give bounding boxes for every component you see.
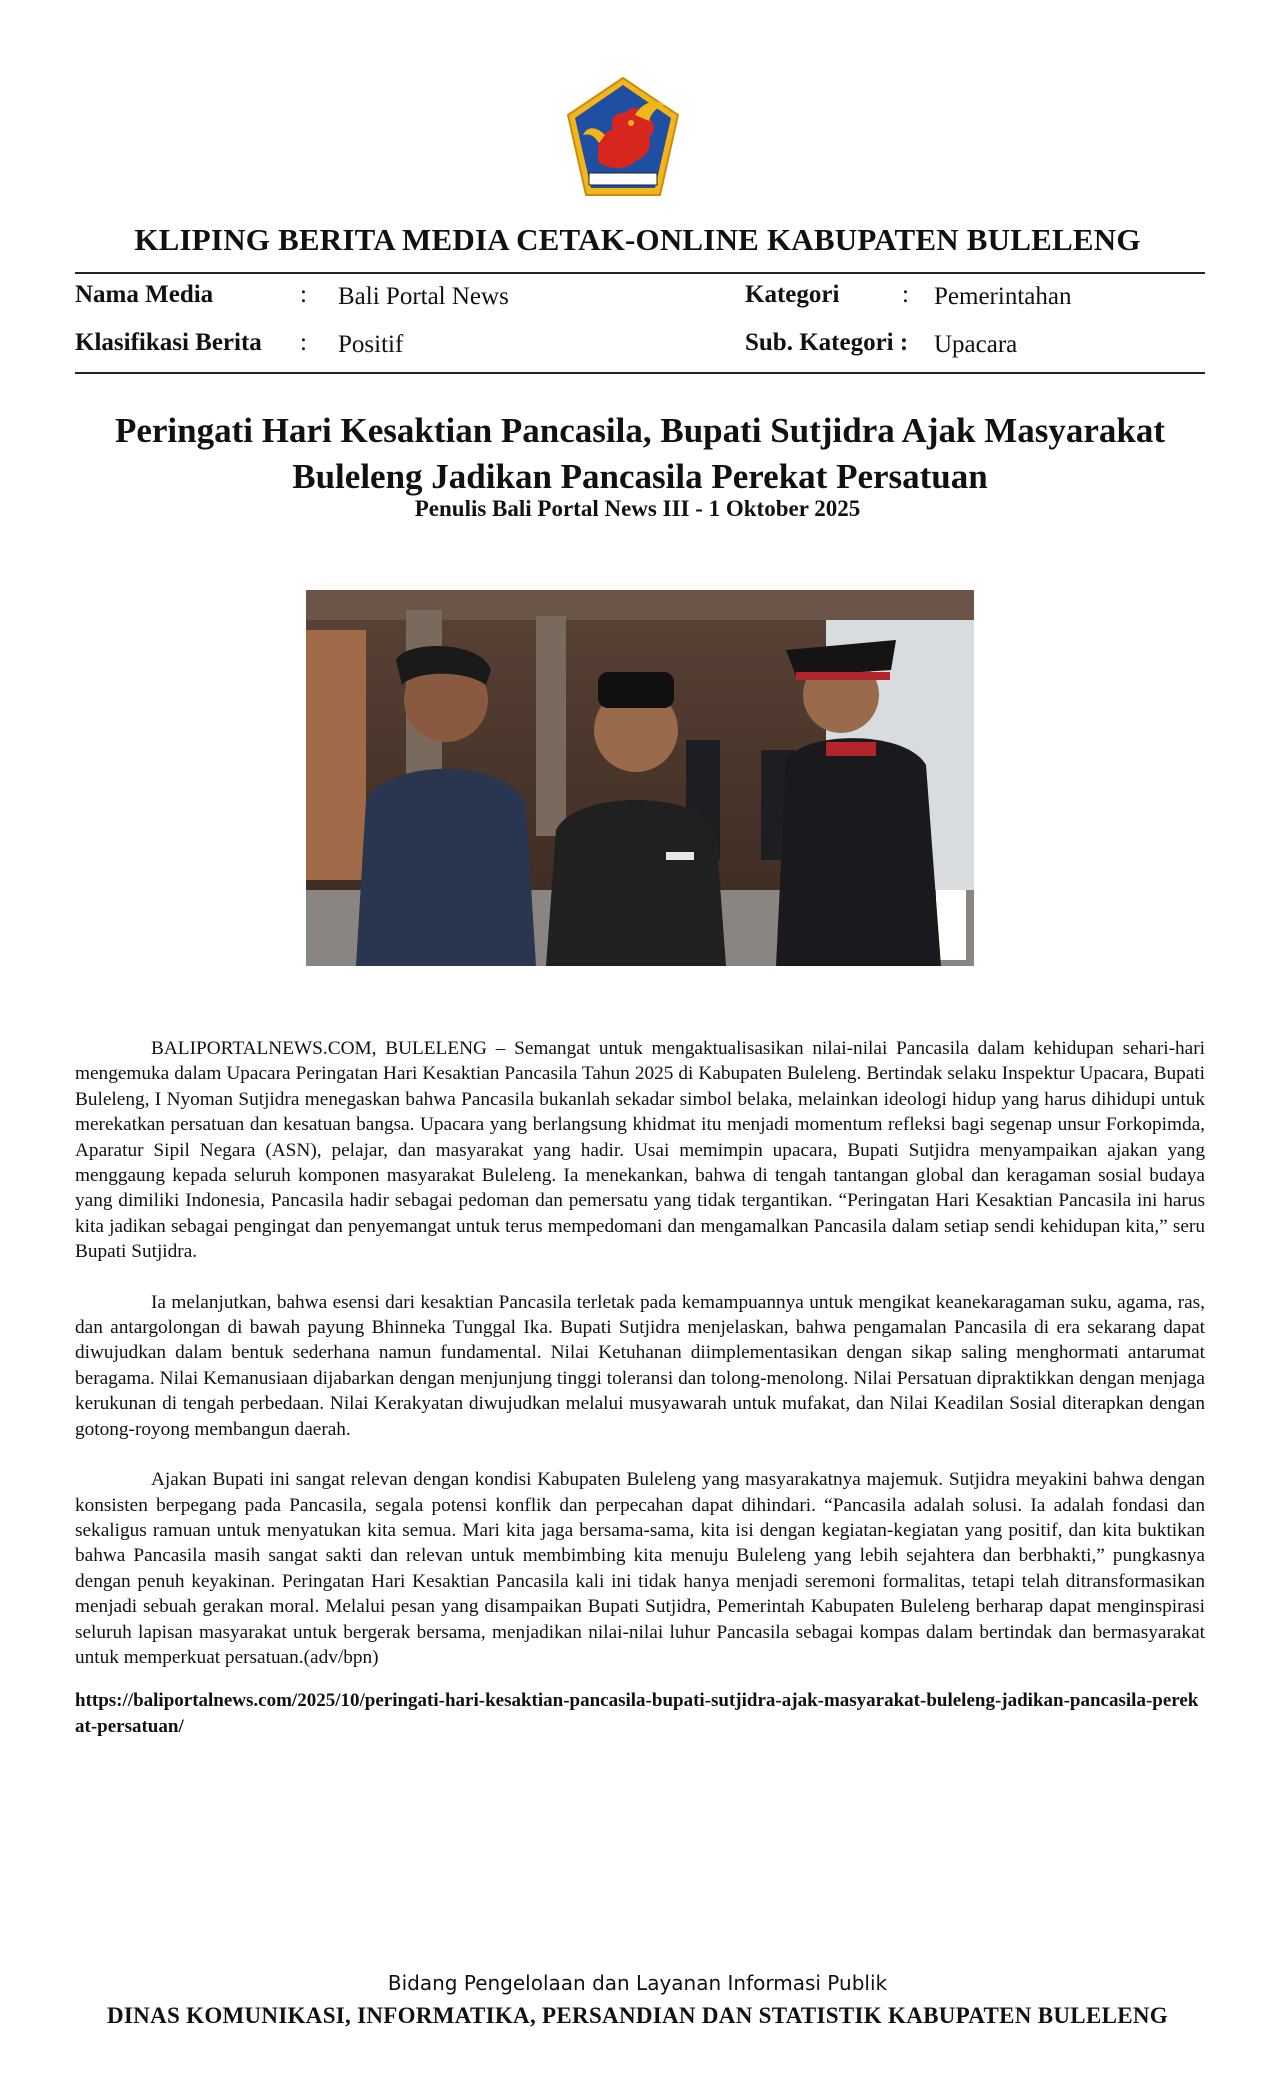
sub-category-label: Sub. Kategori :	[745, 329, 909, 356]
article-body	[75, 1036, 1205, 1695]
article-photo	[306, 590, 974, 966]
media-name-label: Nama Media	[75, 281, 214, 308]
classification-label: Klasifikasi Berita	[75, 329, 262, 356]
classification-colon: :	[300, 329, 307, 356]
header-divider-bottom	[75, 372, 1205, 374]
source-link[interactable]: https://baliportalnews.com/2025/10/peringati-hari-kesaktian-pancasila-bupati-sutjidra-ajak-masyarakat-buleleng-jadikan-pancasila-perekat-persatuan/	[75, 1690, 1199, 1737]
article-paragraph: Ia melanjutkan, bahwa esensi dari kesaktian Pancasila terletak pada kemampuannya untuk mengikat keanekaragaman suku, agama, ras, dan antargolongan di bawah payung Bhinneka Tunggal Ika. Bupati Sutjidra menjelaskan, bahwa pengamalan Pancasila di era sekarang dapat diwujudkan dalam bentuk sederhana namun fundamental. Nilai Ketuhanan diimplementasikan dengan sikap saling menghormati antarumat beragama. Nilai Kemanusiaan dijabarkan dengan menjunjung tinggi toleransi dan tolong-menolong. Nilai Persatuan dipraktikkan dengan menjaga kerukunan di tengah perbedaan. Nilai Kerakyatan diwujudkan melalui musyawarah untuk mufakat, dan Nilai Keadilan Sosial diterapkan dengan gotong-royong membangun daerah.	[75, 1291, 1205, 1440]
footer-unit: Bidang Pengelolaan dan Layanan Informasi Publik	[387, 1971, 888, 1995]
article-headline: Peringati Hari Kesaktian Pancasila, Bupati Sutjidra Ajak Masyarakat Buleleng Jadikan Pancasila Perekat Persatuan	[114, 411, 1166, 496]
footer-agency: DINAS KOMUNIKASI, INFORMATIKA, PERSANDIAN DAN STATISTIK KABUPATEN BULELENG	[107, 2003, 1168, 2028]
article-paragraph: Ajakan Bupati ini sangat relevan dengan kondisi Kabupaten Buleleng yang masyarakatnya majemuk. Sutjidra meyakini bahwa dengan konsisten berpegang pada Pancasila, segala potensi konflik dan perpecahan dapat dihindari. “Pancasila adalah solusi. Ia adalah fondasi dan sekaligus ramuan untuk menyatukan kita semua. Mari kita jaga bersama-sama, kita isi dengan kegiatan-kegiatan yang positif, dan kita buktikan bahwa Pancasila masih sangat sakti dan relevan untuk membimbing kita menuju Buleleng yang lebih sejahtera dan berbhakti,” pungkasnya dengan penuh keyakinan. Peringatan Hari Kesaktian Pancasila kali ini tidak hanya menjadi seremoni formalitas, tetapi telah ditransformasikan menjadi sebuah gerakan moral. Melalui pesan yang disampaikan Bupati Sutjidra, Pemerintah Kabupaten Buleleng berharap dapat menginspirasi seluruh lapisan masyarakat untuk bergerak bersama, menjadikan nilai-nilai luhur Pancasila sebagai kompas dalam bertindak dan bermasyarakat untuk memperkuat persatuan.(adv/bpn)	[75, 1469, 1205, 1668]
classification-value: Positif	[338, 331, 404, 358]
sub-category-value: Upacara	[934, 331, 1018, 358]
article-paragraph: BALIPORTALNEWS.COM, BULELENG – Semangat untuk mengaktualisasikan nilai-nilai Pancasila dalam kehidupan sehari-hari mengemuka dalam Upacara Peringatan Hari Kesaktian Pancasila Tahun 2025 di Kabupaten Buleleng. Bertindak selaku Inspektur Upacara, Bupati Buleleng, I Nyoman Sutjidra menegaskan bahwa Pancasila bukanlah sekadar simbol belaka, melainkan ideologi hidup yang harus dihidupi untuk merekatkan persatuan dan kesatuan bangsa. Upacara yang berlangsung khidmat itu menjadi momentum refleksi bagi segenap unsur Forkopimda, Aparatur Sipil Negara (ASN), pelajar, dan masyarakat yang hadir. Usai memimpin upacara, Bupati Sutjidra menyampaikan ajakan yang menggaung kepada seluruh komponen masyarakat Buleleng. Ia menekankan, bahwa di tengah tantangan global dan keragaman sosial budaya yang dimiliki Indonesia, Pancasila hadir sebagai pedoman dan pemersatu yang tidak tergantikan. “Peringatan Hari Kesaktian Pancasila ini harus kita jadikan sebagai pengingat dan penyemangat untuk terus mempedomani dan mengamalkan Pancasila dalam setiap sendi kehidupan kita,” seru Bupati Sutjidra.	[75, 1038, 1205, 1263]
article-byline: Penulis Bali Portal News III - 1 Oktober 2025	[414, 496, 861, 521]
category-colon: :	[902, 281, 909, 308]
category-value: Pemerintahan	[934, 283, 1072, 310]
media-name-value: Bali Portal News	[338, 283, 509, 310]
document-title: KLIPING BERITA MEDIA CETAK-ONLINE KABUPATEN BULELENG	[134, 222, 1141, 257]
regency-logo	[565, 75, 681, 201]
media-name-colon: :	[300, 281, 307, 308]
category-label: Kategori	[745, 281, 840, 308]
header-divider-top	[75, 272, 1205, 274]
